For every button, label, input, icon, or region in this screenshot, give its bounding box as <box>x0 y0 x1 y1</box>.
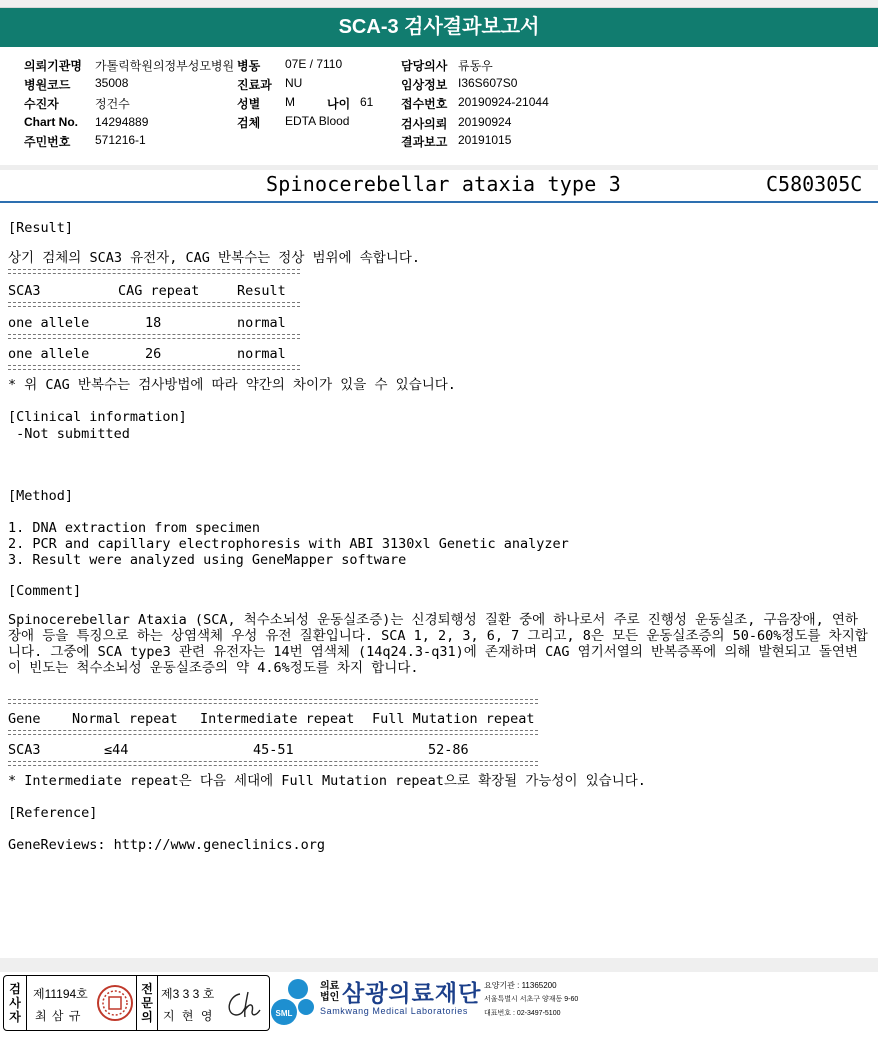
result-col-sca3: SCA3 <box>8 283 41 299</box>
method-heading: [Method] <box>8 488 74 504</box>
header-divider <box>0 165 878 170</box>
method-step-3: 3. Result were analyzed using GeneMapper software <box>8 552 407 568</box>
title-rule <box>0 201 878 203</box>
inspector-role: 검 사 자 <box>4 976 27 1030</box>
comment-heading: [Comment] <box>8 583 82 599</box>
footer-divider <box>0 958 878 972</box>
repeat-row-full: 52-86 <box>428 742 469 758</box>
result-col-cag: CAG repeat <box>118 283 200 299</box>
divider <box>8 369 300 370</box>
clinical-info-no-label: 임상정보 <box>401 78 448 92</box>
method-step-1: 1. DNA extraction from specimen <box>8 520 260 536</box>
institution-label: 의뢰기관명 <box>24 59 82 73</box>
divider <box>8 761 538 762</box>
divider <box>8 365 300 366</box>
doctor-label: 담당의사 <box>401 59 448 73</box>
divider <box>8 273 300 274</box>
inspector-name: 최 삼 규 <box>35 1009 82 1023</box>
ward-value: 07E / 7110 <box>285 57 343 71</box>
specialist-name: 지 현 영 <box>163 1009 215 1023</box>
receipt-no-value: 20190924-21044 <box>458 95 549 109</box>
repeat-col-full: Full Mutation repeat <box>372 711 535 727</box>
request-date-label: 검사의뢰 <box>401 117 448 131</box>
divider <box>8 765 538 766</box>
result-note: * 위 CAG 반복수는 검사방법에 따라 약간의 차이가 있을 수 있습니다. <box>8 377 456 393</box>
doctor-value: 류동우 <box>458 59 493 73</box>
age-value: 61 <box>360 95 374 109</box>
org-prefix: 의료 법인 <box>320 981 340 1003</box>
organization-block <box>270 972 870 1032</box>
result-col-result: Result <box>237 283 286 299</box>
signature-box <box>3 975 270 1031</box>
repeat-col-normal: Normal repeat <box>72 711 178 727</box>
recipient-value: 정건수 <box>95 97 130 111</box>
divider <box>8 699 538 700</box>
method-step-2: 2. PCR and capillary electrophoresis with ABI 3130xl Genetic analyzer <box>8 536 569 552</box>
seal-icon <box>96 984 134 1022</box>
repeat-row-normal: ≤44 <box>104 742 129 758</box>
age-label: 나이 <box>327 97 351 111</box>
hospital-code-label: 병원코드 <box>24 78 71 92</box>
result-summary: 상기 검체의 SCA3 유전자, CAG 반복수는 정상 범위에 속합니다. <box>8 250 421 266</box>
specimen-label: 검체 <box>237 116 261 130</box>
chart-no-value: 14294889 <box>95 115 149 129</box>
org-phone: 대표번호 : 02-3497-5100 <box>484 1010 561 1017</box>
org-name: 삼광의료재단 <box>342 980 482 1006</box>
divider <box>8 730 538 731</box>
org-address: 서울특별시 서초구 양재동 9-60 <box>484 996 579 1003</box>
resident-no-label: 주민번호 <box>24 135 71 149</box>
result-row-2-repeat: 26 <box>145 346 162 362</box>
sex-label: 성별 <box>237 97 261 111</box>
repeat-col-gene: Gene <box>8 711 41 727</box>
signature-icon <box>222 986 264 1022</box>
specialist-license: 제3 3 3 호 <box>161 987 215 1001</box>
clinical-text: -Not submitted <box>8 426 130 442</box>
divider <box>8 338 300 339</box>
ward-label: 병동 <box>237 59 261 73</box>
divider <box>8 703 538 704</box>
test-name: Spinocerebellar ataxia type 3 <box>266 172 621 196</box>
sml-logo-icon <box>270 974 320 1028</box>
hospital-code-value: 35008 <box>95 76 129 90</box>
patient-header <box>0 47 878 165</box>
result-row-1-result: normal <box>237 315 286 331</box>
divider <box>8 334 300 335</box>
request-date-value: 20190924 <box>458 115 512 129</box>
sex-value: M <box>285 95 295 109</box>
repeat-row-intermediate: 45-51 <box>253 742 294 758</box>
institution-value: 가톨릭학원의정부성모병원 <box>95 59 235 73</box>
department-label: 진료과 <box>237 78 272 92</box>
divider <box>8 302 300 303</box>
top-edge <box>0 0 878 8</box>
result-row-1-repeat: 18 <box>145 315 162 331</box>
specimen-value: EDTA Blood <box>285 114 350 128</box>
care-org-no: 요양기관 : 11365200 <box>484 981 557 990</box>
result-row-2-result: normal <box>237 346 286 362</box>
repeat-row-gene: SCA3 <box>8 742 41 758</box>
divider <box>8 269 300 270</box>
clinical-heading: [Clinical information] <box>8 409 187 425</box>
svg-text:SML: SML <box>275 1009 293 1018</box>
report-date-label: 결과보고 <box>401 135 448 149</box>
specialist-role: 전 문 의 <box>136 976 158 1030</box>
result-row-1-allele: one allele <box>8 315 90 331</box>
reference-text: GeneReviews: http://www.geneclinics.org <box>8 837 325 853</box>
repeat-note: * Intermediate repeat은 다음 세대에 Full Mutation repeat으로 확장될 가능성이 있습니다. <box>8 773 646 789</box>
divider <box>8 734 538 735</box>
clinical-info-no-value: I36S607S0 <box>458 76 518 90</box>
result-row-2-allele: one allele <box>8 346 90 362</box>
repeat-col-intermediate: Intermediate repeat <box>200 711 355 727</box>
reference-heading: [Reference] <box>8 805 98 821</box>
department-value: NU <box>285 76 303 90</box>
test-code: C580305C <box>766 172 863 196</box>
chart-no-label: Chart No. <box>24 115 78 129</box>
report-title: SCA-3 검사결과보고서 <box>0 8 878 47</box>
result-heading: [Result] <box>8 220 74 236</box>
comment-text: Spinocerebellar Ataxia (SCA, 척수소뇌성 운동실조증)는 신경퇴행성 질환 중에 하나로서 주로 진행성 운동실조, 구음장애, 연하장애 등을 특징으로 하는 상염색체 우성 유전 질환입니다. SCA 1, 2, 3, 6, 7 그리고, 8은 모든 운동실조증의 50-60%정도를 차지합니다. 그중에 SCA type3 관련 유전자는 14번 염색체 (14q24.3-q31)에 존재하며 CAG 염기서열의 반복증폭에 의해 발현되고 돌연변이 빈도는 척수소뇌성 운동실조증의 약 4.6%정도를 차지 합니다. <box>8 612 868 676</box>
resident-no-value: 571216-1 <box>95 133 146 147</box>
org-english: Samkwang Medical Laboratories <box>320 1006 468 1016</box>
report-date-value: 20191015 <box>458 133 512 147</box>
divider <box>8 306 300 307</box>
receipt-no-label: 접수번호 <box>401 97 448 111</box>
inspector-license: 제11194호 <box>33 987 88 1001</box>
recipient-label: 수진자 <box>24 97 59 111</box>
